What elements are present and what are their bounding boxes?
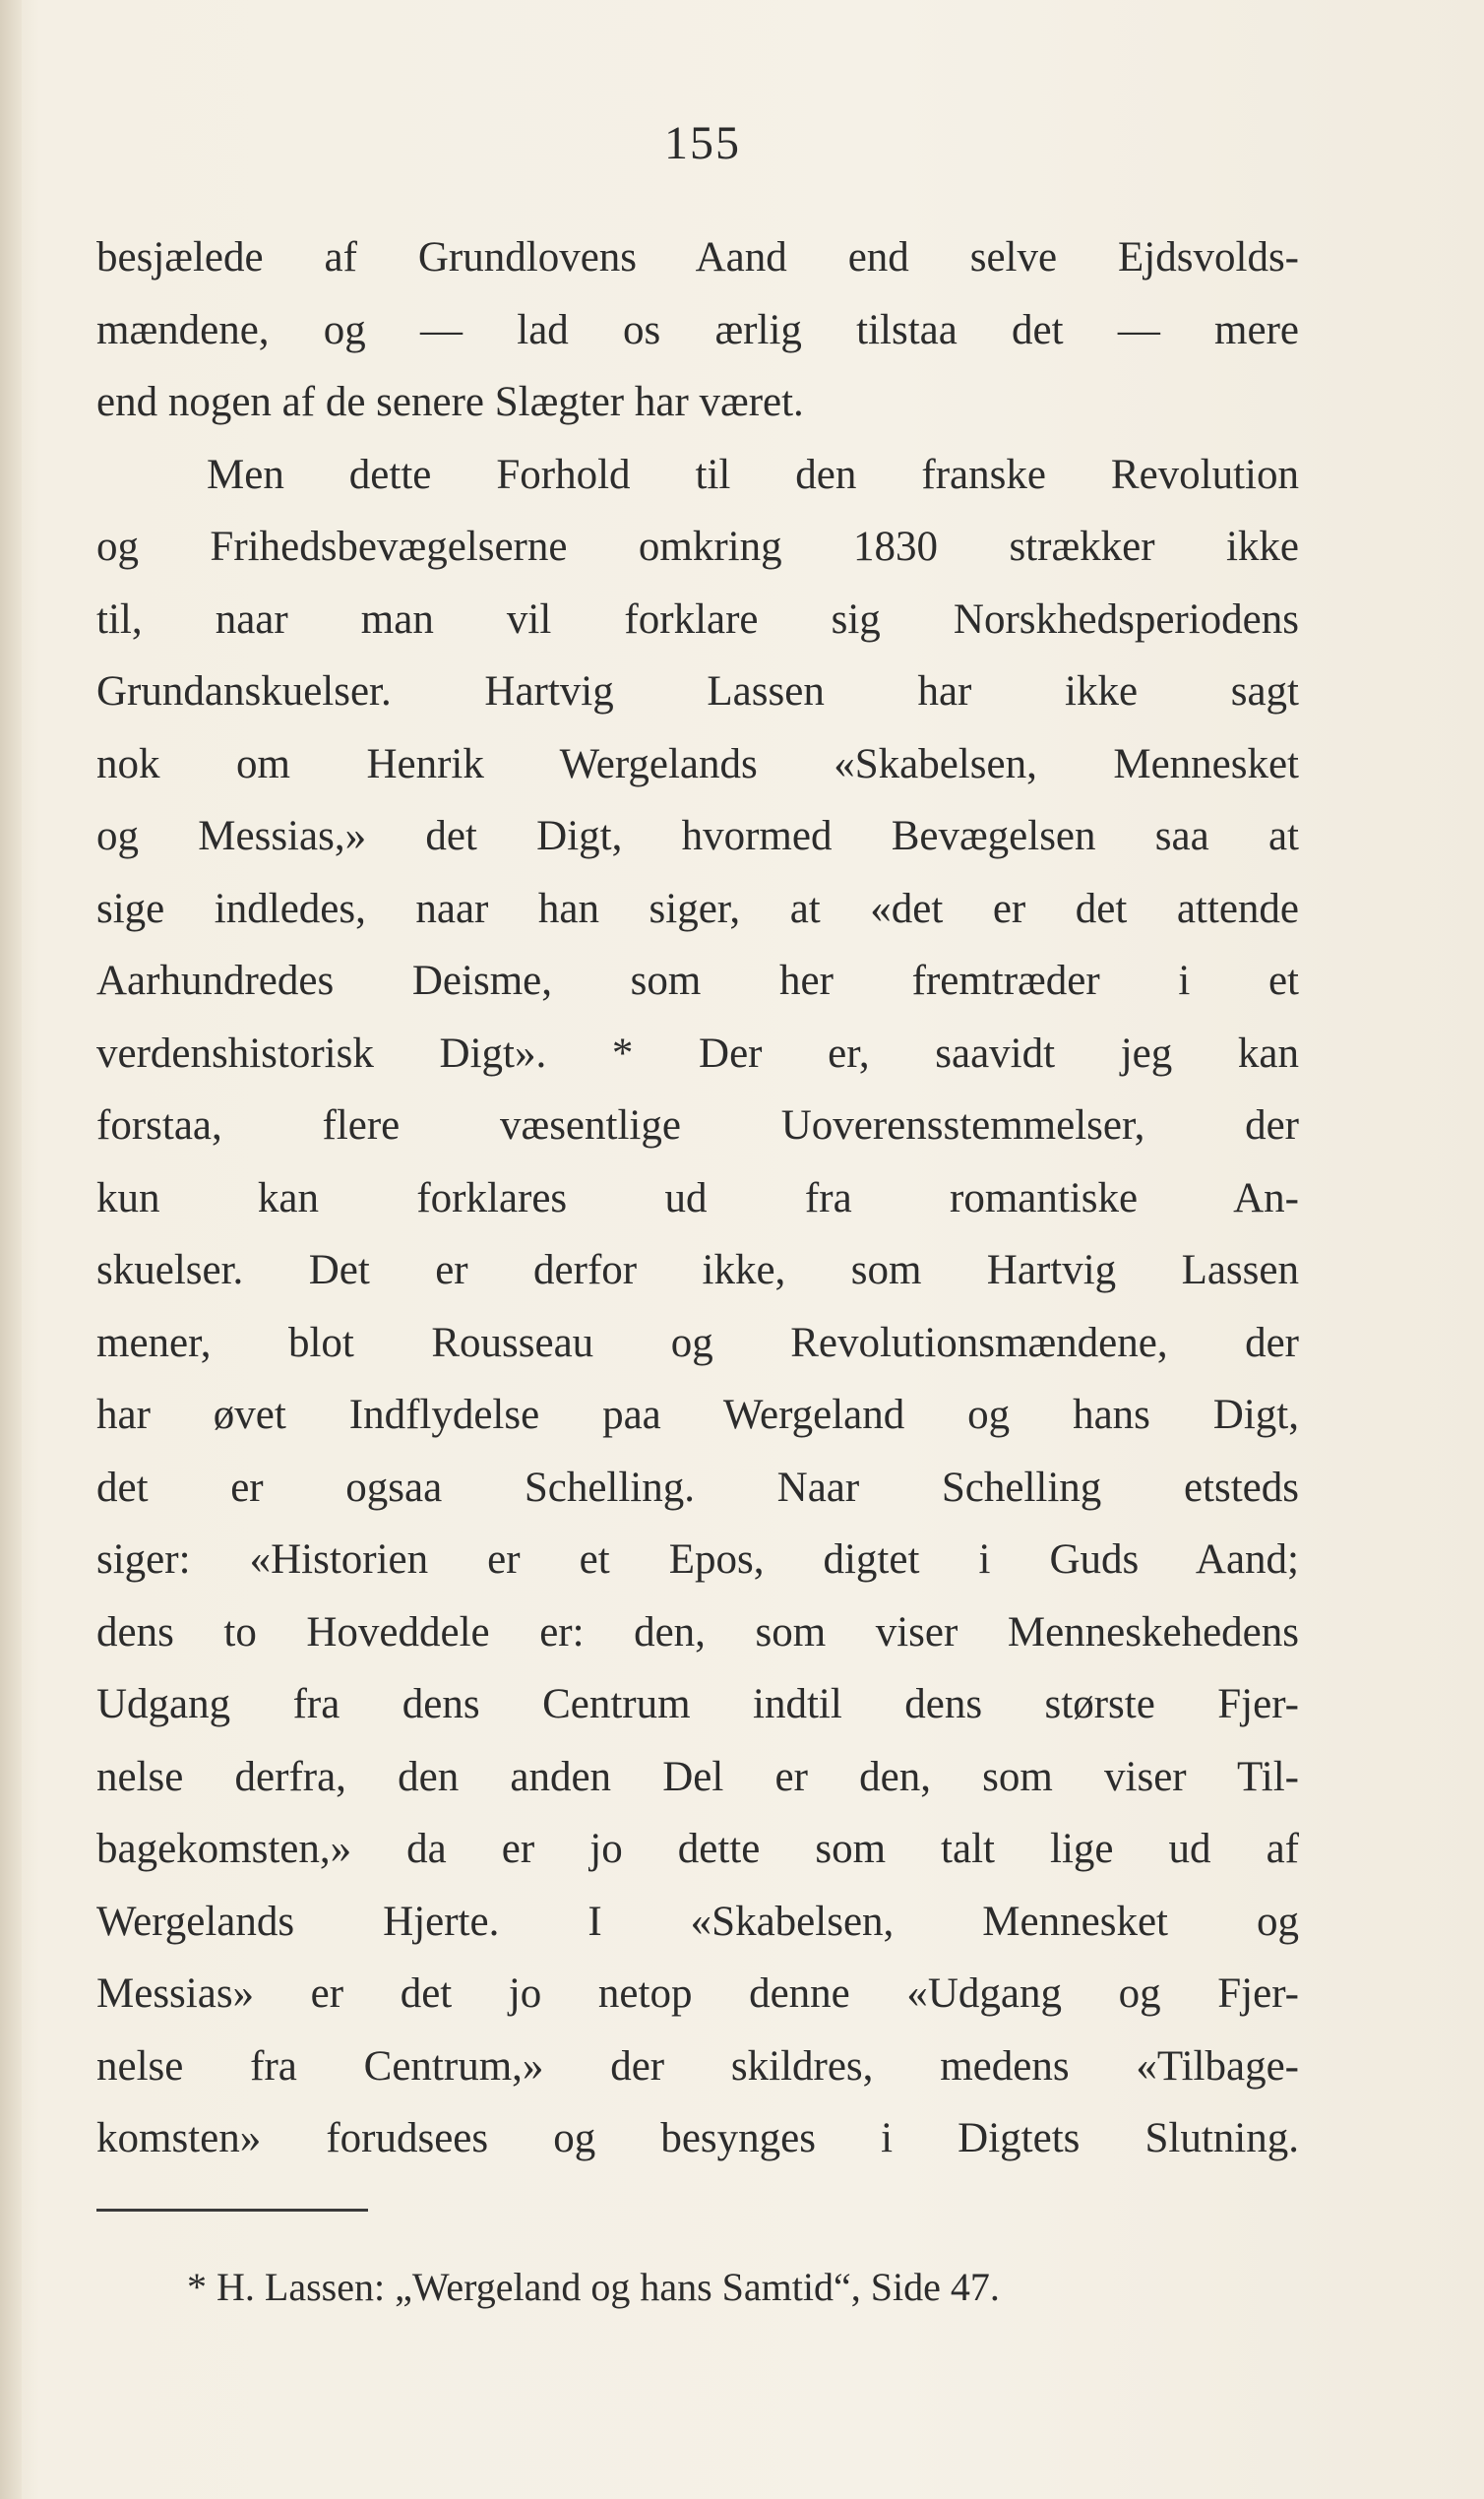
text-line: kun kan forklares ud fra romantiske An- [96,1174,1299,1221]
text-line: har øvet Indflydelse paa Wergeland og hans Digt, [96,1392,1299,1438]
text-line: verdenshistorisk Digt». * Der er, saavidt jeg kan [96,1030,1299,1077]
text-line: forstaa, flere væsentlige Uoverensstemmelser, der [96,1102,1299,1149]
text-line: det er ogsaa Schelling. Naar Schelling etsteds [96,1464,1299,1511]
text-line: Aarhundredes Deisme, som her fremtræder i et [96,958,1299,1004]
text-line: besjælede af Grundlovens Aand end selve Ejdsvolds- [96,234,1299,281]
text-line: og Frihedsbevægelserne omkring 1830 strækker ikke [96,524,1299,570]
page-number: 155 [664,117,741,169]
text-line: skuelser. Det er derfor ikke, som Hartvig Lassen [96,1247,1299,1293]
text-line: nok om Henrik Wergelands «Skabelsen, Mennesket [96,740,1299,787]
text-line: mener, blot Rousseau og Revolutionsmændene, der [96,1319,1299,1366]
text-line: og Messias,» det Digt, hvormed Bevægelsen saa at [96,813,1299,859]
text-line: til, naar man vil forklare sig Norskhedsperiodens [96,595,1299,643]
footnote-divider [96,2209,368,2212]
text-line: sige indledes, naar han siger, at «det er det attende [96,885,1299,932]
text-line: komsten» forudsees og besynges i Digtets Slutning. [96,2115,1299,2161]
text-line: mændene, og — lad os ærlig tilstaa det — mere [96,306,1299,353]
text-line: Messias» er det jo netop denne «Udgang og Fjer- [96,1970,1299,2017]
text-line: nelse fra Centrum,» der skildres, medens «Tilbage- [96,2042,1299,2090]
body-text [96,221,1299,2175]
text-line: Udgang fra dens Centrum indtil dens største Fjer- [96,1681,1299,1727]
text-line: siger: «Historien er et Epos, digtet i Guds Aand; [96,1536,1299,1583]
text-line: end nogen af de senere Slægter har været. [96,379,804,425]
text-line: Wergelands Hjerte. I «Skabelsen, Mennesket og [96,1898,1299,1945]
text-line: bagekomsten,» da er jo dette som talt lige ud af [96,1826,1299,1872]
text-line: Grundanskuelser. Hartvig Lassen har ikke sagt [96,668,1299,715]
page-binding-edge [0,0,22,2499]
text-line: dens to Hoveddele er: den, som viser Menneskehedens [96,1608,1299,1656]
text-line: nelse derfra, den anden Del er den, som viser Til- [96,1753,1299,1800]
footnote: * H. Lassen: „Wergeland og hans Samtid“, Side 47. [187,2265,1000,2309]
text-line: Men dette Forhold til den franske Revolution [207,451,1299,498]
